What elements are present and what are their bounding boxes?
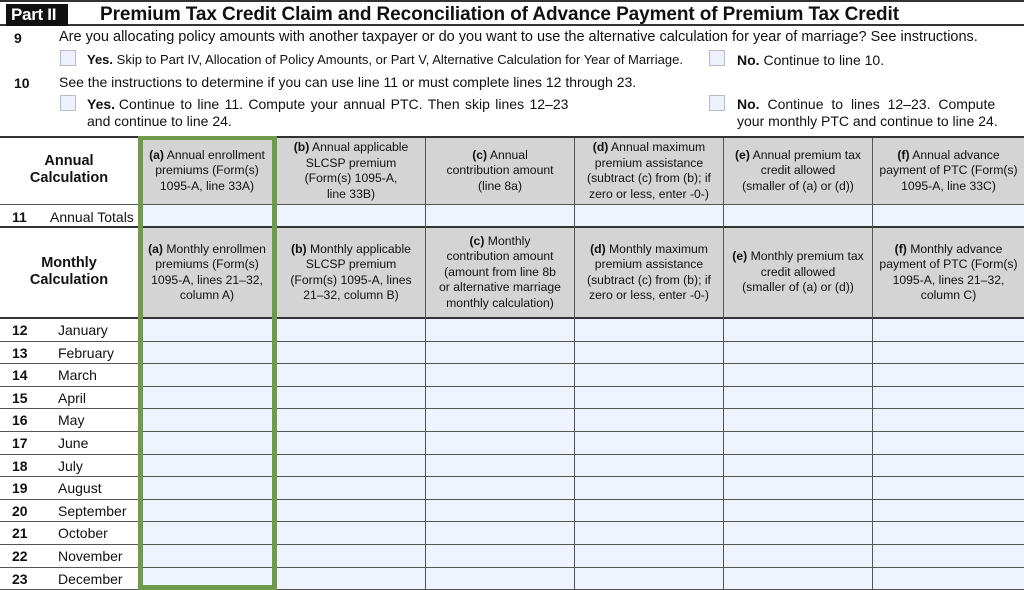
monthly-label-1: Monthly [41, 255, 97, 271]
line-13-col-c-field[interactable] [426, 342, 574, 364]
line-20-col-d-field[interactable] [575, 500, 723, 522]
line-12-col-d-field[interactable] [575, 319, 723, 341]
col-letter: (e) [732, 249, 748, 264]
line-10-no-text-1: Continue to lines 12–23. Compute [767, 96, 996, 112]
hdr-line: (Form(s) 1095-A, lines [290, 272, 412, 287]
line-21-col-e-field[interactable] [724, 522, 872, 544]
line-23-col-b-field[interactable] [277, 568, 425, 590]
hdr-line: Monthly applicable [309, 241, 411, 256]
line-12-col-a-field[interactable] [138, 319, 276, 341]
line-21-col-a-field[interactable] [138, 522, 276, 544]
line-17-col-c-field[interactable] [426, 432, 574, 454]
line-20-col-f-field[interactable] [873, 500, 1024, 522]
hdr-line: zero or less, enter -0-) [589, 186, 709, 201]
line-18-col-a-field[interactable] [138, 455, 276, 477]
line-15-col-c-field[interactable] [426, 387, 574, 409]
hdr-line: (subtract (c) from (b); if [587, 171, 711, 185]
line-12-col-e-field[interactable] [724, 319, 872, 341]
hdr-line: payment of PTC (Form(s) [879, 163, 1018, 178]
line-11-col-d-field[interactable] [575, 205, 723, 226]
col-letter: (c) [472, 147, 488, 162]
line-number: 14 [12, 367, 28, 384]
col-letter: (e) [734, 147, 750, 162]
hdr-line: premiums (Form(s) [155, 257, 259, 271]
line-number: 20 [12, 502, 28, 519]
line-23-col-a-field[interactable] [138, 568, 276, 590]
line-16-col-f-field[interactable] [873, 409, 1024, 431]
line-13-col-d-field[interactable] [575, 342, 723, 364]
line-10-no-text-2: your monthly PTC and continue to line 24. [737, 113, 998, 129]
col-letter: (d) [592, 140, 609, 154]
line-21-col-d-field[interactable] [575, 522, 723, 544]
line-number: 15 [12, 389, 28, 406]
line-21-col-c-field[interactable] [426, 522, 574, 544]
monthly-col-a-header [138, 228, 276, 317]
row-label-line-21 [0, 522, 138, 545]
line-14-col-a-field[interactable] [138, 364, 276, 386]
row-label-line-15 [0, 387, 138, 410]
line-11-col-c-field[interactable] [426, 205, 574, 226]
line-9-yes-option [87, 52, 683, 67]
line-15-col-f-field[interactable] [873, 387, 1024, 409]
hdr-line: Monthly premium tax [750, 249, 864, 264]
row-label-line-14 [0, 364, 138, 387]
line-10-no-checkbox[interactable] [709, 95, 725, 111]
part-header [0, 4, 1024, 26]
annual-col-e-header [724, 138, 872, 204]
line-number: 16 [12, 412, 28, 429]
hdr-line: line 33B) [326, 186, 376, 201]
month-label: December [58, 570, 123, 587]
line-12-col-c-field[interactable] [426, 319, 574, 341]
line-20-col-a-field[interactable] [138, 500, 276, 522]
line-12-col-f-field[interactable] [873, 319, 1024, 341]
line-9-yes-label: Yes. [87, 52, 114, 67]
line-17-col-f-field[interactable] [873, 432, 1024, 454]
annual-section-label [0, 153, 138, 187]
line-17-col-b-field[interactable] [277, 432, 425, 454]
line-10-number: 10 [14, 75, 30, 91]
line-9-yes-text: Skip to Part IV, Allocation of Policy Amounts, or Part V, Alternative Calculation for Year of Marriage. [116, 52, 683, 67]
col-letter: (f) [894, 241, 907, 256]
line-9-yes-checkbox[interactable] [60, 50, 76, 66]
line-16-col-a-field[interactable] [138, 409, 276, 431]
hdr-line: SLCSP premium [305, 257, 397, 271]
line-10-question: See the instructions to determine if you can use line 11 or must complete lines 12 through 23. [59, 74, 637, 90]
col-letter: (a) [149, 147, 164, 162]
line-19-col-e-field[interactable] [724, 477, 872, 499]
line-20-col-c-field[interactable] [426, 500, 574, 522]
line-23-col-e-field[interactable] [724, 568, 872, 590]
hdr-line: 1095-A, line 33C) [901, 178, 996, 193]
line-9-no-checkbox[interactable] [709, 50, 725, 66]
annual-col-f-header [873, 138, 1024, 204]
hdr-line: Annual premium tax [752, 147, 861, 162]
line-19-col-f-field[interactable] [873, 477, 1024, 499]
col-divider [276, 138, 277, 590]
line-11-col-e-field[interactable] [724, 205, 872, 226]
annual-col-c-header [426, 138, 574, 204]
col-letter: (c) [469, 233, 485, 248]
line-22-col-d-field[interactable] [575, 545, 723, 567]
hdr-line: column A) [179, 288, 235, 302]
line-12-col-b-field[interactable] [277, 319, 425, 341]
hdr-line: Annual maximum [611, 140, 706, 154]
line-23-col-c-field[interactable] [426, 568, 574, 590]
line-20-col-b-field[interactable] [277, 500, 425, 522]
col-letter: (b) [293, 140, 310, 154]
line-22-col-b-field[interactable] [277, 545, 425, 567]
line-16-col-b-field[interactable] [277, 409, 425, 431]
hdr-line: column C) [920, 288, 977, 302]
line-number: 19 [12, 480, 28, 497]
hdr-line: Monthly advance [910, 241, 1003, 256]
line-14-col-b-field[interactable] [277, 364, 425, 386]
hdr-line: Monthly maximum [609, 241, 708, 256]
row-label-line-16 [0, 409, 138, 432]
annual-col-d-header [575, 138, 723, 204]
line-number: 11 [12, 209, 27, 225]
line-19-col-a-field[interactable] [138, 477, 276, 499]
hdr-line: credit allowed [760, 163, 836, 178]
line-22-col-c-field[interactable] [426, 545, 574, 567]
hdr-line: monthly calculation) [446, 295, 554, 310]
line-number: 12 [12, 322, 28, 338]
line-10-no-label: No. [737, 96, 760, 112]
line-10-yes-text-2: and continue to line 24. [87, 113, 232, 129]
line-16-col-e-field[interactable] [724, 409, 872, 431]
hdr-line: zero or less, enter -0-) [589, 288, 709, 302]
hdr-line: 1095-A, lines 21–32, [151, 272, 263, 287]
hdr-line: (amount from line 8b [444, 264, 556, 279]
row-label-line-22 [0, 545, 138, 568]
row-label-line-20 [0, 500, 138, 523]
hdr-line: premium assistance [594, 257, 704, 271]
line-9-no-option [737, 52, 884, 68]
line-10-yes-label: Yes. [87, 96, 116, 112]
row-label-line-17 [0, 432, 138, 455]
line-23-col-d-field[interactable] [575, 568, 723, 590]
hdr-line: premiums (Form(s) [155, 163, 259, 178]
month-label: May [58, 412, 85, 429]
line-17-col-d-field[interactable] [575, 432, 723, 454]
annual-label-1: Annual [44, 153, 94, 169]
hdr-line: 21–32, column B) [303, 288, 399, 302]
line-number: 23 [12, 570, 28, 587]
col-divider [723, 138, 724, 590]
monthly-rows [0, 319, 1024, 590]
col-divider [425, 138, 426, 590]
line-16-col-d-field[interactable] [575, 409, 723, 431]
line-10-no-option [737, 96, 995, 112]
line-16-col-c-field[interactable] [426, 409, 574, 431]
annual-col-b-header [277, 138, 425, 204]
line-13-col-f-field[interactable] [873, 342, 1024, 364]
part-badge: Part II [6, 4, 68, 26]
line-label: Annual Totals [50, 209, 134, 225]
line-18-col-f-field[interactable] [873, 455, 1024, 477]
line-number: 21 [12, 525, 28, 542]
hdr-line: Annual enrollment [166, 147, 265, 162]
col-divider [872, 138, 873, 590]
monthly-label-2: Calculation [29, 272, 109, 288]
line-14-col-c-field[interactable] [426, 364, 574, 386]
line-14-col-e-field[interactable] [724, 364, 872, 386]
hdr-line: SLCSP premium [305, 155, 397, 170]
line-22-col-e-field[interactable] [724, 545, 872, 567]
row-label-line-13 [0, 342, 138, 365]
hdr-line: (smaller of (a) or (d)) [742, 280, 854, 295]
part-title: Premium Tax Credit Claim and Reconciliation of Advance Payment of Premium Tax Credit [100, 4, 899, 25]
month-label: September [58, 502, 127, 519]
hdr-line: (Form(s) 1095-A, [304, 171, 398, 185]
month-label: January [58, 322, 108, 338]
hdr-line: Annual applicable [312, 140, 409, 154]
month-label: April [58, 389, 87, 406]
month-label: June [58, 435, 89, 451]
row-label-line-23 [0, 568, 138, 590]
line-15-col-e-field[interactable] [724, 387, 872, 409]
line-17-col-e-field[interactable] [724, 432, 872, 454]
hdr-line: (subtract (c) from (b); if [587, 272, 711, 287]
hdr-line: or alternative marriage [439, 280, 561, 295]
hdr-line: contribution amount [446, 163, 554, 178]
monthly-col-b-header [277, 228, 425, 317]
monthly-col-d-header [575, 228, 723, 317]
line-21-col-b-field[interactable] [277, 522, 425, 544]
hdr-line: 1095-A, lines 21–32, [892, 272, 1005, 287]
row-label-line-18 [0, 455, 138, 478]
line-13-col-e-field[interactable] [724, 342, 872, 364]
hdr-line: credit allowed [760, 264, 836, 279]
line-17-col-a-field[interactable] [138, 432, 276, 454]
month-label: August [58, 480, 102, 497]
line-14-col-f-field[interactable] [873, 364, 1024, 386]
month-label: February [58, 344, 115, 361]
hdr-line: premium assistance [594, 155, 704, 170]
line-11-col-b-field[interactable] [277, 205, 425, 226]
line-22-col-f-field[interactable] [873, 545, 1024, 567]
hdr-line: (smaller of (a) or (d)) [742, 178, 854, 193]
line-18-col-d-field[interactable] [575, 455, 723, 477]
month-label: July [58, 457, 83, 474]
line-number: 13 [12, 344, 28, 361]
monthly-col-c-header [426, 228, 574, 317]
hdr-line: contribution amount [446, 249, 554, 264]
line-number: 17 [12, 435, 28, 451]
hdr-line: Monthly [487, 233, 531, 248]
hdr-line: 1095-A, line 33A) [159, 178, 255, 193]
line-number: 18 [12, 457, 28, 474]
line-15-col-d-field[interactable] [575, 387, 723, 409]
line-19-col-d-field[interactable] [575, 477, 723, 499]
line-11-col-a-field[interactable] [138, 205, 276, 226]
line-9-no-text: Continue to line 10. [763, 52, 885, 68]
line-15-col-a-field[interactable] [138, 387, 276, 409]
col-letter: (a) [148, 241, 163, 256]
hdr-line: Monthly enrollmen [166, 241, 266, 256]
row-label-line-19 [0, 477, 138, 500]
line-15-col-b-field[interactable] [277, 387, 425, 409]
col-letter: (f) [897, 147, 910, 162]
hdr-line: payment of PTC (Form(s) [879, 257, 1018, 271]
line-18-col-b-field[interactable] [277, 455, 425, 477]
monthly-col-e-header [724, 228, 872, 317]
line-9-number: 9 [14, 30, 22, 46]
line-19-col-b-field[interactable] [277, 477, 425, 499]
annual-col-a-header [138, 138, 276, 204]
hdr-line: (line 8a) [477, 178, 522, 193]
month-label: November [58, 548, 123, 564]
line-18-col-e-field[interactable] [724, 455, 872, 477]
line-23-col-f-field[interactable] [873, 568, 1024, 590]
line-10-yes-checkbox[interactable] [60, 95, 76, 111]
line-19-col-c-field[interactable] [426, 477, 574, 499]
annual-label-2: Calculation [29, 170, 109, 186]
month-label: March [58, 367, 97, 384]
line-9-question: Are you allocating policy amounts with another taxpayer or do you want to use the alternative calculation for year of marriage? See instructions. [59, 29, 978, 45]
hdr-line: Annual [489, 147, 528, 162]
line-10-yes-option [87, 96, 568, 112]
line-10-yes-text-1: Continue to line 11. Compute your annual PTC. Then skip lines 12–23 [118, 96, 569, 112]
line-14-col-d-field[interactable] [575, 364, 723, 386]
line-13-col-a-field[interactable] [138, 342, 276, 364]
top-rule [0, 0, 1024, 2]
monthly-section-label [0, 255, 138, 289]
line-22-col-a-field[interactable] [138, 545, 276, 567]
month-label: October [58, 525, 108, 542]
col-letter: (d) [590, 241, 606, 256]
hdr-line: Annual advance [912, 147, 1000, 162]
line-18-col-c-field[interactable] [426, 455, 574, 477]
ptc-table [0, 136, 1024, 590]
line-13-col-b-field[interactable] [277, 342, 425, 364]
line-11-col-f-field[interactable] [873, 205, 1024, 226]
line-number: 22 [12, 548, 28, 564]
line-20-col-e-field[interactable] [724, 500, 872, 522]
line-21-col-f-field[interactable] [873, 522, 1024, 544]
col-divider [574, 138, 575, 590]
row-label-line-12 [0, 319, 138, 342]
col-letter: (b) [291, 241, 307, 256]
monthly-col-f-header [873, 228, 1024, 317]
line-9-no-label: No. [737, 52, 760, 68]
